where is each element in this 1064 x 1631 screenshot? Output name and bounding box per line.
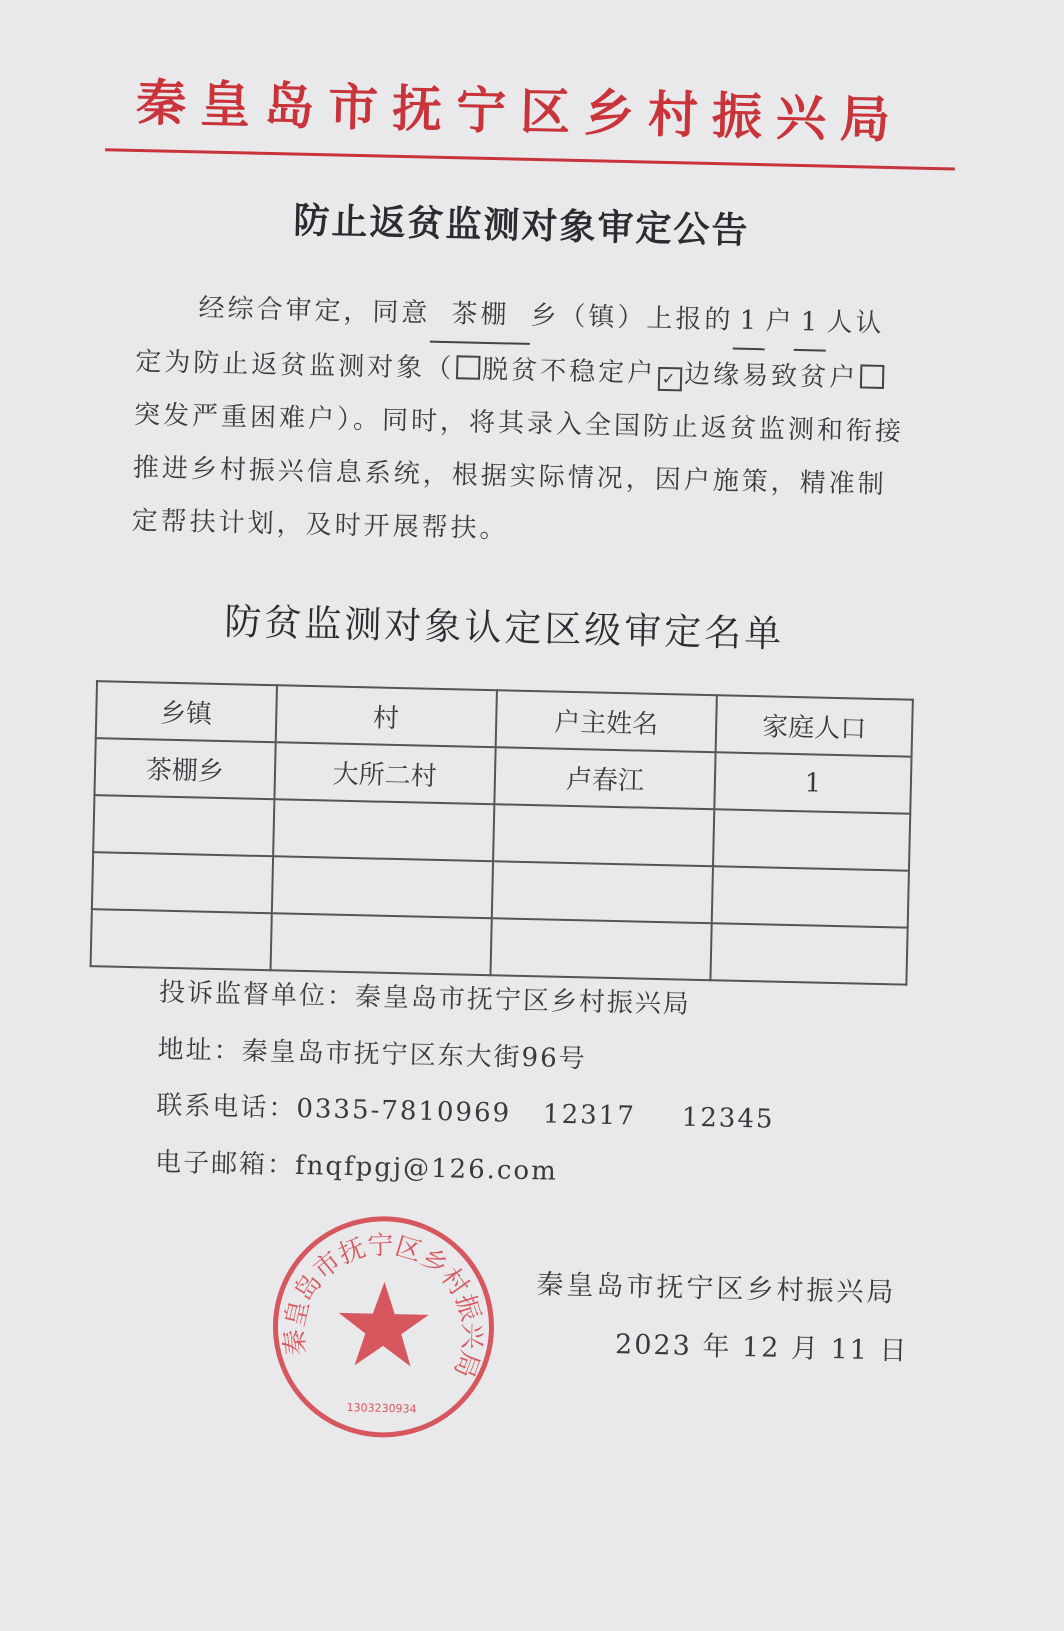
svg-text:1303230934: 1303230934	[346, 1401, 417, 1416]
cell: 卢春江	[494, 747, 716, 809]
cell	[93, 795, 274, 856]
cell	[270, 913, 492, 975]
phone-number: 12345	[681, 1102, 775, 1135]
phone-number: 0335-7810969	[296, 1093, 512, 1129]
text: 认定为防止返贫监测对象（	[134, 308, 885, 385]
option-label: 突发严重困难户	[133, 399, 338, 435]
text: 月	[790, 1333, 821, 1365]
email-line: 电子邮箱：fnqfpgj@126.com	[154, 1147, 559, 1187]
header-cell: 家庭人口	[716, 695, 913, 756]
checkbox-unchecked	[860, 364, 885, 389]
header-cell: 户主姓名	[495, 690, 717, 752]
option-label: 边缘易致贫户	[683, 359, 859, 394]
phone-label: 联系电话：	[156, 1090, 297, 1124]
text: ）。同时，将其录入全国防止返贫监测和衔接推进乡村振兴信息系统，根据实际情况，因户施策，精准制定帮扶计划，及时开展帮扶。	[131, 404, 905, 545]
supervisor-line: 投诉监督单位：秦皇岛市抚宁区乡村振兴局	[158, 977, 692, 1020]
cell	[271, 856, 493, 918]
cell	[493, 804, 715, 866]
cell	[273, 799, 495, 861]
cell	[713, 809, 910, 870]
checkbox-checked: ✓	[658, 367, 683, 392]
review-list-table	[90, 680, 914, 985]
header-cell: 乡镇	[96, 681, 277, 742]
header-cell: 村	[275, 685, 497, 747]
text: 乡（镇）上报的	[530, 300, 734, 336]
cell	[92, 852, 273, 913]
address-line: 地址：秦皇岛市抚宁区东大街96号	[157, 1034, 588, 1075]
signature-date	[615, 1322, 909, 1368]
month: 12	[741, 1332, 781, 1364]
phone-line	[156, 1085, 775, 1136]
year: 2023	[614, 1329, 693, 1362]
cell	[711, 923, 908, 984]
households-field: 1	[733, 295, 766, 351]
star-icon	[338, 1281, 430, 1367]
text: 经综合审定，同意	[198, 293, 431, 329]
cell: 1	[714, 752, 911, 813]
signature-organization: 秦皇岛市抚宁区乡村振兴局	[536, 1269, 897, 1309]
cell: 茶棚乡	[94, 738, 275, 799]
checkbox-unchecked	[456, 355, 481, 380]
cell	[492, 861, 714, 923]
persons-field: 1	[794, 296, 827, 352]
notice-paragraph	[131, 281, 912, 566]
list-title: 防贫监测对象认定区级审定名单	[223, 600, 785, 656]
cell	[91, 909, 272, 970]
phone-number: 12317	[542, 1099, 637, 1132]
text: 日	[879, 1335, 909, 1367]
cell	[712, 866, 909, 927]
document-title: 防止返贫监测对象审定公告	[293, 199, 750, 252]
cell: 大所二村	[274, 742, 496, 804]
text: 人	[826, 307, 856, 339]
official-seal-stamp	[266, 1209, 501, 1444]
issuing-organization-header: 秦皇岛市抚宁区乡村振兴局	[135, 72, 905, 150]
text: 年	[702, 1331, 732, 1363]
day: 11	[830, 1334, 870, 1366]
township-field: 茶棚	[430, 288, 531, 345]
text: 户	[765, 306, 795, 337]
option-label: 脱贫不稳定户	[481, 354, 657, 389]
cell	[490, 918, 712, 980]
svg-text:秦皇岛市抚宁区乡村振兴局: 秦皇岛市抚宁区乡村振兴局	[279, 1230, 487, 1382]
red-divider-line	[105, 148, 955, 170]
